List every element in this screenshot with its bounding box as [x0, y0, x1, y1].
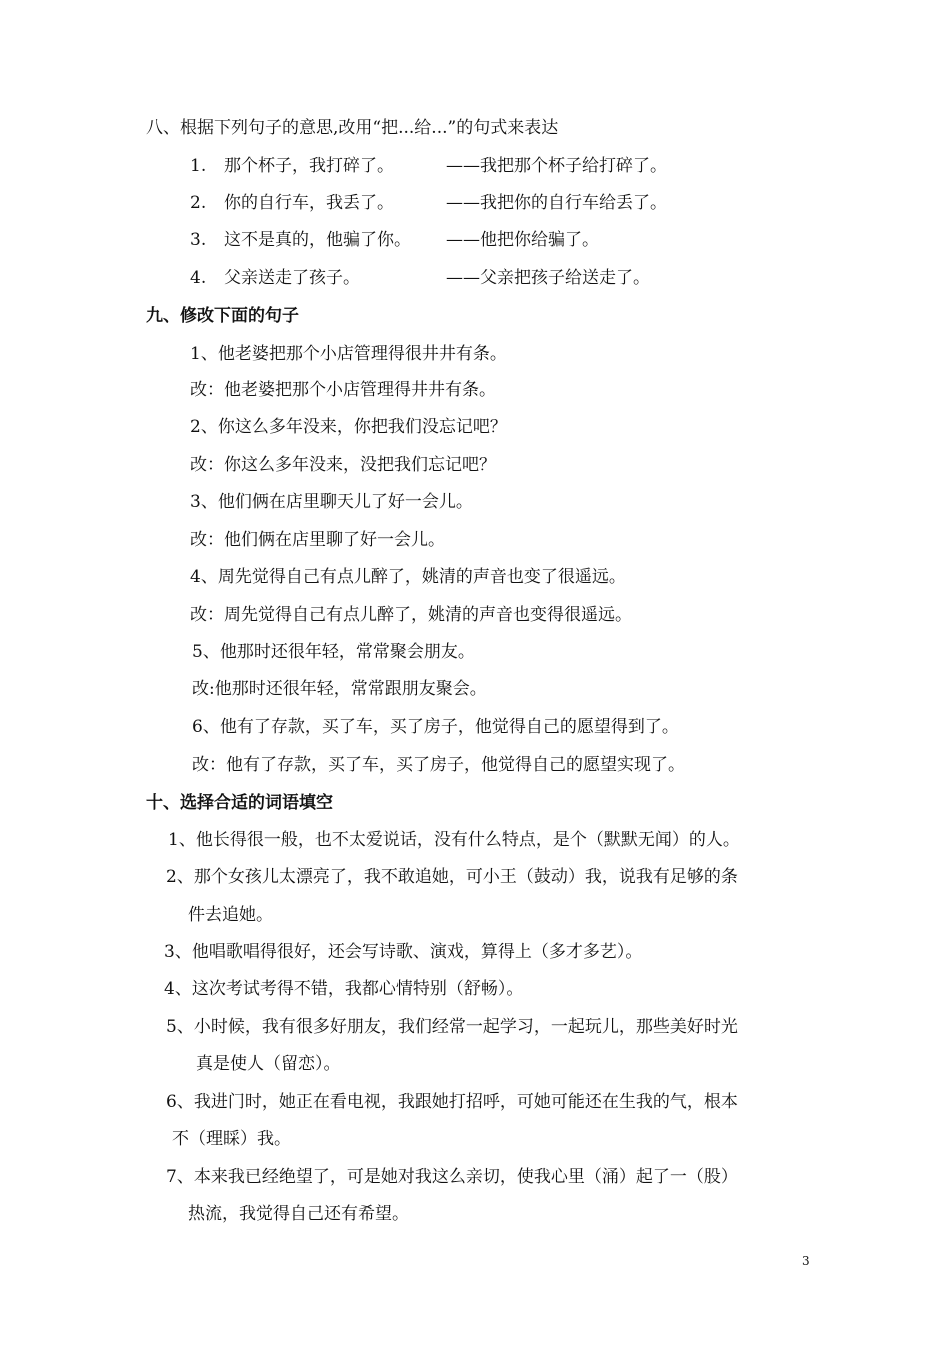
section-10-line: 不（理睬）我。	[172, 1129, 291, 1149]
rewritten-sentence: ——我把那个杯子给打碎了。	[446, 156, 667, 176]
section-9-line: 2、你这么多年没来，你把我们没忘记吧？	[190, 417, 507, 437]
section-10-line: 7、本来我已经绝望了，可是她对我这么亲切，使我心里（涌）起了一（股）	[166, 1167, 738, 1187]
rewritten-sentence: ——父亲把孩子给送走了。	[446, 268, 650, 288]
section-10-line: 2、那个女孩儿太漂亮了，我不敢追她，可小王（鼓动）我，说我有足够的条	[166, 867, 738, 887]
section-9-line: 5、他那时还很年轻，常常聚会朋友。	[192, 642, 475, 662]
section-8-item-3	[190, 229, 599, 251]
section-9-line: 4、周先觉得自己有点儿醉了，姚清的声音也变了很遥远。	[190, 567, 626, 587]
section-9-line: 改：他有了存款，买了车，买了房子，他觉得自己的愿望实现了。	[192, 755, 685, 775]
item-number: 4.	[190, 268, 207, 288]
section-8-item-1	[190, 155, 667, 177]
page-number: 3	[802, 1254, 810, 1268]
original-sentence: 那个杯子，我打碎了。	[224, 156, 394, 176]
section-10-line: 1、他长得很一般，也不太爱说话，没有什么特点，是个（默默无闻）的人。	[168, 830, 740, 850]
section-8-item-2	[190, 192, 667, 214]
rewritten-sentence: ——他把你给骗了。	[446, 230, 599, 250]
section-10-line: 件去追她。	[188, 905, 273, 925]
rewritten-sentence: ——我把你的自行车给丢了。	[446, 193, 667, 213]
section-9-line: 改：他们俩在店里聊了好一会儿。	[190, 530, 445, 550]
section-8-item-4	[190, 267, 650, 289]
item-number: 2.	[190, 193, 207, 213]
section-9-line: 改：他老婆把那个小店管理得井井有条。	[190, 380, 496, 400]
section-9-line: 6、他有了存款，买了车，买了房子，他觉得自己的愿望得到了。	[192, 717, 679, 737]
section-9-line: 改：你这么多年没来，没把我们忘记吧？	[190, 455, 496, 475]
section-10-line: 4、这次考试考得不错，我都心情特别（舒畅）。	[164, 979, 524, 999]
original-sentence: 你的自行车，我丢了。	[224, 193, 394, 213]
section-10-line: 真是使人（留恋）。	[196, 1054, 341, 1074]
section-9-line: 改：周先觉得自己有点儿醉了，姚清的声音也变得很遥远。	[190, 605, 632, 625]
section-10-line: 6、我进门时，她正在看电视，我跟她打招呼，可她可能还在生我的气，根本	[166, 1092, 738, 1112]
section-10-title: 十、选择合适的词语填空	[146, 793, 333, 813]
item-number: 3.	[190, 230, 207, 250]
item-number: 1.	[190, 156, 207, 176]
section-9-line: 3、他们俩在店里聊天儿了好一会儿。	[190, 492, 473, 512]
section-9-title: 九、修改下面的句子	[146, 306, 299, 326]
section-9-line: 改:他那时还很年轻，常常跟朋友聚会。	[192, 679, 487, 699]
original-sentence: 这不是真的，他骗了你。	[224, 230, 411, 250]
original-sentence: 父亲送走了孩子。	[224, 268, 360, 288]
section-9-line: 1、他老婆把那个小店管理得很井井有条。	[190, 344, 507, 364]
section-10-line: 3、他唱歌唱得很好，还会写诗歌、演戏，算得上（多才多艺）。	[164, 942, 643, 962]
section-8-title: 八、根据下列句子的意思,改用“把...给...”的句式来表达	[146, 118, 559, 138]
section-10-line: 热流，我觉得自己还有希望。	[188, 1204, 409, 1224]
section-10-line: 5、小时候，我有很多好朋友，我们经常一起学习，一起玩儿，那些美好时光	[166, 1017, 738, 1037]
